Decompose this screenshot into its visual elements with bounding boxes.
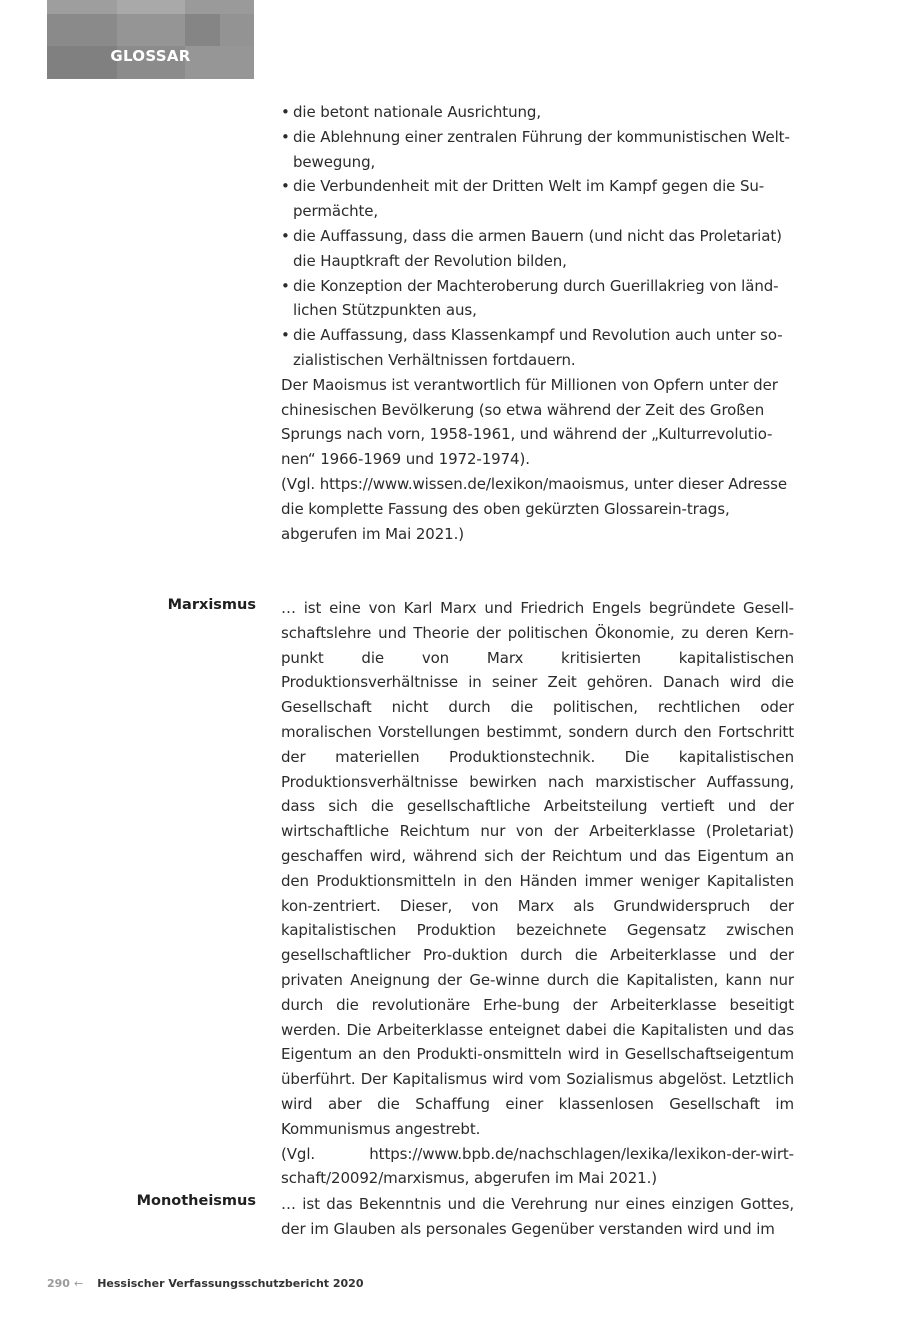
monotheismus-text: … ist das Bekenntnis und die Verehrung nur eines einzigen Gottes, der im Glauben als personales Gegenüber verstanden wird und im xyxy=(281,1195,794,1238)
tab-pattern-tile xyxy=(220,14,254,46)
tab-pattern-tile xyxy=(47,0,117,14)
maoismus-continuation xyxy=(281,100,794,546)
maoismus-bullet-list xyxy=(281,100,794,373)
list-item: • die betont nationale Ausrichtung, xyxy=(281,100,794,125)
tab-pattern-tile xyxy=(47,14,117,46)
section-label: GLOSSAR xyxy=(110,47,191,65)
tab-pattern-tile xyxy=(117,14,185,46)
maoismus-paragraph: Der Maoismus ist verantwortlich für Millionen von Opfern unter der chinesischen Bevölkerung (so etwa während der Zeit des Großen Sprungs nach vorn, 1958-1961, und während der „Kulturrevolutio-nen“ 1966-1969 und 1972-1974). xyxy=(281,375,778,469)
list-item: • die Auffassung, dass die armen Bauern (und nicht das Proletariat) die Hauptkraft der Revolution bilden, xyxy=(281,224,794,274)
marxismus-definition xyxy=(281,596,794,1191)
list-item: • die Auffassung, dass Klassenkampf und Revolution auch unter so-zialistischen Verhältnissen fortdauern. xyxy=(281,323,794,373)
tab-pattern-tile xyxy=(117,0,185,14)
glossary-term-monotheismus: Monotheismus xyxy=(136,1193,256,1209)
page-footer xyxy=(47,1277,364,1290)
list-item: • die Konzeption der Machteroberung durch Guerillakrieg von länd-lichen Stützpunkten aus, xyxy=(281,274,794,324)
glossary-term-marxismus: Marxismus xyxy=(167,597,256,613)
publication-title: Hessischer Verfassungsschutzbericht 2020 xyxy=(97,1277,364,1290)
marxismus-source: (Vgl. https://www.bpb.de/nachschlagen/lexika/lexikon-der-wirt-schaft/20092/marxismus, abgerufen im Mai 2021.) xyxy=(281,1144,794,1188)
tab-pattern-tile xyxy=(185,0,254,14)
page-number: 290 xyxy=(47,1277,70,1290)
maoismus-source: (Vgl. https://www.wissen.de/lexikon/maoismus, unter dieser Adresse die komplette Fassung des oben gekürzten Glossarein-trags, abgerufen im Mai 2021.) xyxy=(281,474,787,543)
monotheismus-definition xyxy=(281,1192,794,1242)
list-item: • die Verbundenheit mit der Dritten Welt im Kampf gegen die Su-permächte, xyxy=(281,174,794,224)
list-item: • die Ablehnung einer zentralen Führung der kommunistischen Welt-bewegung, xyxy=(281,125,794,175)
tab-pattern-tile xyxy=(185,14,220,46)
section-tab xyxy=(47,0,254,79)
arrow-left-icon: ← xyxy=(73,1277,84,1290)
marxismus-text: … ist eine von Karl Marx und Friedrich Engels begründete Gesell-schaftslehre und Theorie der politischen Ökonomie, zu deren Kern-punkt die von Marx kritisierten kapitalistischen Produktionsverhältnisse in seiner Zeit gehören. Danach wird die Gesellschaft nicht durch die politischen, rechtlichen oder moralischen Vorstellungen bestimmt, sondern durch den Fortschritt der materiellen Produktionstechnik. Die kapitalistischen Produktionsverhältnisse bewirken nach marxistischer Auffassung, dass sich die gesellschaftliche Arbeitsteilung vertieft und der wirtschaftliche Reichtum nur von der Arbeiterklasse (Proletariat) geschaffen wird, während sich der Reichtum und das Eigentum an den Produktionsmitteln in den Händen immer weniger Kapitalisten kon-zentriert. Dieser, von Marx als Grundwiderspruch der kapitalistischen Produktion bezeichnete Gegensatz zwischen gesellschaftlicher Pro-duktion durch die Arbeiterklasse und der privaten Aneignung der Ge-winne durch die Kapitalisten, kann nur durch die revolutionäre Erhe-bung der Arbeiterklasse beseitigt werden. Die Arbeiterklasse enteignet dabei die Kapitalisten und das Eigentum an den Produkti-onsmitteln wird in Gesellschaftseigentum überführt. Der Kapitalismus wird vom Sozialismus abgelöst. Letztlich wird aber die Schaffung einer klassenlosen Gesellschaft im Kommunismus angestrebt. xyxy=(281,599,794,1138)
